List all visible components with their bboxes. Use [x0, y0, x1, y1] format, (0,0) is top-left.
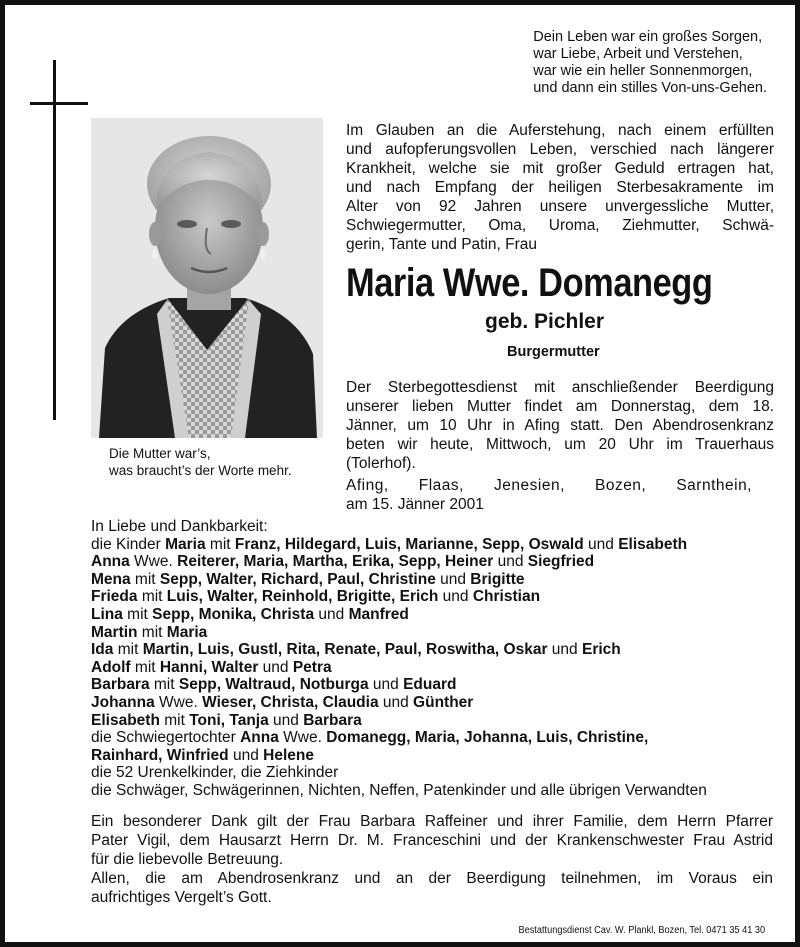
deceased-name: Maria Wwe. Domanegg — [346, 261, 713, 305]
survivor-names: Adolf — [91, 658, 131, 676]
survivor-line — [91, 676, 781, 694]
survivor-line — [91, 712, 781, 730]
funeral-line: beten wir heute, Mittwoch, um 20 Uhr im Trauerhaus — [346, 436, 774, 453]
survivor-names: Manfred — [348, 605, 409, 623]
survivor-names: Mena — [91, 570, 131, 588]
survivor-names: Anna — [240, 729, 279, 747]
funeral-service-footer: Bestattungsdienst Cav. W. Plankl, Bozen, Tel. 0471 35 41 30 — [518, 925, 765, 936]
survivor-names: Barbara — [303, 711, 362, 729]
thanks-paragraph — [91, 812, 773, 907]
survivor-names: Christian — [472, 588, 541, 606]
survivor-names: Maria — [165, 535, 206, 553]
survivor-names: Elisabeth — [91, 711, 160, 729]
survivor-names: Elisabeth — [618, 535, 688, 553]
survivor-text: mit — [137, 588, 167, 606]
survivor-names: Helene — [263, 746, 314, 764]
survivor-names: Martin — [91, 623, 138, 641]
photo-caption — [109, 445, 292, 479]
intro-line: Alter von 92 Jahren unsere unvergessliche Mutter, — [346, 198, 774, 215]
survivor-line — [91, 624, 781, 642]
thanks-line: für die liebevolle Betreuung. — [91, 851, 284, 868]
survivor-text: In Liebe und Dankbarkeit: — [91, 518, 268, 535]
intro-line: und nach Empfang der heiligen Sterbesakramente im — [346, 179, 774, 196]
survivor-names: Siegfried — [527, 553, 595, 571]
survivor-line — [91, 782, 781, 800]
survivor-text: und — [583, 535, 619, 553]
survivor-text: und — [258, 658, 293, 676]
poem — [533, 29, 767, 97]
survivor-text: mit — [137, 623, 167, 641]
survivor-text: und — [547, 641, 582, 659]
survivor-names: Maria — [166, 623, 208, 641]
survivor-names: Domanegg, Maria, Johanna, Luis, Christine, — [326, 729, 649, 747]
survivor-text: und — [368, 676, 404, 694]
date-line: am 15. Jänner 2001 — [346, 496, 484, 513]
funeral-line: Jänner, um 10 Uhr in Afing statt. Den Abendrosenkranz — [346, 417, 774, 434]
survivor-names: Eduard — [403, 676, 457, 694]
survivor-text: mit — [205, 535, 235, 553]
survivor-names: Petra — [292, 658, 332, 676]
survivor-text: und — [314, 605, 349, 623]
intro-line: Krankheit, welche sie mit großer Geduld ertragen hat, — [346, 160, 774, 177]
survivor-text: mit — [130, 658, 160, 676]
survivor-text: und — [228, 746, 264, 764]
survivor-names: Lina — [91, 605, 123, 623]
survivor-text: die Schwiegertochter — [91, 729, 241, 747]
intro-line: Schwiegermutter, Oma, Uroma, Ziehmutter, Schwä- — [346, 217, 774, 234]
survivor-text: die Kinder — [91, 535, 166, 553]
places-line: Afing, Flaas, Jenesien, Bozen, Sarnthein, — [346, 477, 752, 494]
survivor-text: und — [435, 570, 471, 588]
survivor-names: Sepp, Walter, Richard, Paul, Christine — [159, 570, 436, 588]
survivor-names: Erich — [581, 641, 621, 659]
survivor-names: Hanni, Walter — [159, 658, 259, 676]
survivor-names: Sepp, Waltraud, Notburga — [178, 676, 369, 694]
survivor-text: Wwe. — [278, 729, 327, 747]
intro-line: Im Glauben an die Auferstehung, nach einem erfüllten — [346, 122, 774, 139]
survivor-text: und — [438, 588, 473, 606]
survivor-text: die 52 Urenkelkinder, die Ziehkinder — [91, 764, 339, 782]
survivor-text: und — [268, 711, 304, 729]
survivor-text: Wwe. — [129, 553, 178, 571]
thanks-line: Allen, die am Abendrosenkranz und an der Beerdigung teilnehmen, im Voraus ein — [91, 870, 773, 887]
caption-line: was braucht’s der Worte mehr. — [109, 463, 292, 478]
survivor-names: Reiterer, Maria, Martha, Erika, Sepp, Heiner — [177, 553, 494, 571]
poem-line: war Liebe, Arbeit und Verstehen, — [533, 46, 743, 62]
cross-icon — [53, 60, 56, 420]
cross-icon-bar — [30, 102, 88, 105]
survivor-text: die Schwäger, Schwägerinnen, Nichten, Neffen, Patenkinder und alle übrigen Verwandten — [91, 781, 707, 799]
survivor-text: Wwe. — [154, 693, 203, 711]
poem-line: war wie ein heller Sonnenmorgen, — [533, 63, 753, 79]
survivor-line — [91, 606, 781, 624]
funeral-line: (Tolerhof). — [346, 455, 416, 472]
survivor-names: Franz, Hildegard, Luis, Marianne, Sepp, Oswald — [234, 535, 584, 553]
survivor-names: Frieda — [91, 588, 138, 606]
survivor-names: Martin, Luis, Gustl, Rita, Renate, Paul, Roswitha, Oskar — [142, 641, 548, 659]
survivor-text: und — [378, 693, 414, 711]
portrait-photo — [91, 118, 323, 438]
survivor-line — [91, 641, 781, 659]
poem-line: und dann ein stilles Von-uns-Gehen. — [533, 80, 767, 96]
survivor-line — [91, 536, 781, 554]
poem-line: Dein Leben war ein großes Sorgen, — [533, 29, 763, 45]
survivor-names: Barbara — [91, 676, 150, 694]
survivor-line — [91, 729, 781, 747]
survivor-names: Wieser, Christa, Claudia — [202, 693, 379, 711]
funeral-line: unserer lieben Mutter findet am Donnerstag, dem 18. — [346, 398, 774, 415]
survivor-names: Ida — [91, 641, 114, 659]
survivor-line — [91, 659, 781, 677]
portrait-image — [91, 118, 323, 438]
survivor-line — [91, 588, 781, 606]
funeral-paragraph — [346, 378, 774, 473]
survivor-line — [91, 764, 781, 782]
thanks-line: aufrichtiges Vergelt’s Gott. — [91, 889, 272, 906]
survivor-names: Johanna — [91, 693, 155, 711]
survivor-line — [91, 571, 781, 589]
survivor-line — [91, 518, 781, 536]
intro-line: und aufopferungsvollen Leben, verschied nach längerer — [346, 141, 774, 158]
survivor-names: Günther — [413, 693, 474, 711]
survivor-names: Brigitte — [470, 570, 525, 588]
survivor-line — [91, 747, 781, 765]
survivor-line — [91, 553, 781, 571]
intro-line: gerin, Tante und Patin, Frau — [346, 236, 538, 253]
house-title: Burgermutter — [507, 344, 600, 360]
thanks-line: Ein besonderer Dank gilt der Frau Barbara Raffeiner und ihrer Familie, dem Herrn Pfarrer — [91, 813, 773, 830]
survivor-names: Toni, Tanja — [189, 711, 269, 729]
caption-line: Die Mutter war’s, — [109, 446, 211, 461]
survivor-text: mit — [159, 711, 190, 729]
maiden-name: geb. Pichler — [485, 310, 605, 333]
survivor-text: und — [493, 553, 528, 571]
funeral-line: Der Sterbegottesdienst mit anschließender Beerdigung — [346, 379, 774, 396]
survivor-names: Anna — [91, 553, 130, 571]
survivor-line — [91, 694, 781, 712]
survivor-text: mit — [122, 605, 153, 623]
survivor-names: Luis, Walter, Reinhold, Brigitte, Erich — [166, 588, 439, 606]
thanks-line: Pater Vigil, dem Hausarzt Herrn Dr. M. Franceschini und der Krankenschwester Frau Astrid — [91, 832, 773, 849]
survivor-text: mit — [130, 570, 160, 588]
places-and-date — [346, 476, 752, 514]
survivor-text: mit — [149, 676, 179, 694]
survivors-list — [91, 518, 781, 800]
intro-paragraph — [346, 121, 774, 254]
survivor-names: Sepp, Monika, Christa — [152, 605, 315, 623]
survivor-text: mit — [113, 641, 143, 659]
survivor-names: Rainhard, Winfried — [91, 746, 229, 764]
